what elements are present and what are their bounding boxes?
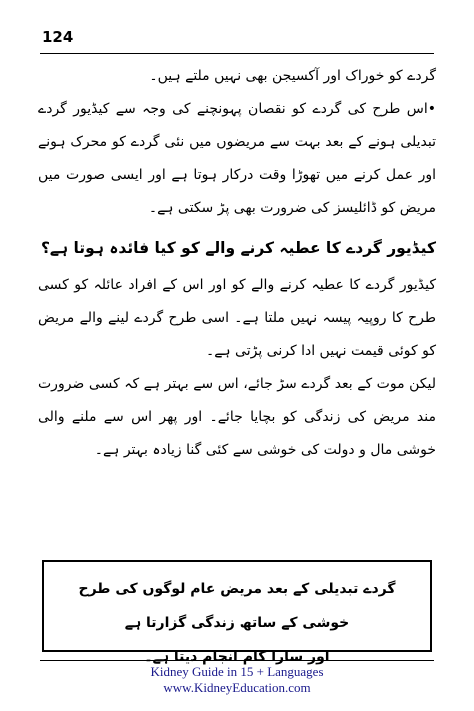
- highlight-box: [42, 560, 432, 665]
- footer-divider: [40, 660, 434, 661]
- highlight-line-2: اور سارا کام انجام دیتا ہے۔: [144, 649, 330, 665]
- footer-website-link[interactable]: www.KidneyEducation.com: [163, 680, 311, 695]
- highlight-line-1: گردے تبدیلی کے بعد مریض عام لوگوں کی طرح خوشی کے ساتھ زندگی گزارتا ہے: [78, 581, 396, 631]
- page-number: 124: [42, 28, 74, 46]
- body-paragraph-2: •اس طرح کی گردے کو نقصان پہونچنے کی وجہ سے کیڈیور گردے تبدیلی ہونے کے بعد بہت سے مریضوں میں نئی گردے کو محرک ہونے اور عمل کرنے میں تھوڑا وقت درکار ہوتا ہے اور ایسی صورت میں مریض کو ڈائلیسز کی ضرورت بھی پڑ سکتی ہے۔: [38, 101, 436, 216]
- section-heading: کیڈیور گردے کا عطیہ کرنے والے کو کیا فائدہ ہوتا ہے؟: [40, 239, 436, 257]
- header-divider: [40, 53, 434, 54]
- body-line-1: گردے کو خوراک اور آکسیجن بھی نہیں ملتے ہیں۔: [149, 68, 436, 84]
- footer: [0, 664, 474, 696]
- page-body: [38, 60, 436, 467]
- footer-title: Kidney Guide in 15 + Languages: [150, 664, 324, 679]
- body-paragraph-4: لیکن موت کے بعد گردے سڑ جائے، اس سے بہتر ہے کہ کسی ضرورت مند مریض کی زندگی کو بچایا جائے۔ اور پھر اس سے ملنے والی خوشی مال و دولت کی خوشی سے کئی گنا زیادہ بہتر ہے۔: [38, 376, 436, 458]
- body-paragraph-3: کیڈیور گردے کا عطیہ کرنے والے کو اور اس کے افراد عائلہ کو کسی طرح کا روپیہ پیسہ نہیں ملتا ہے۔ اسی طرح گردے لینے والے مریض کو کوئی قیمت نہیں ادا کرنی پڑتی ہے۔: [38, 277, 436, 359]
